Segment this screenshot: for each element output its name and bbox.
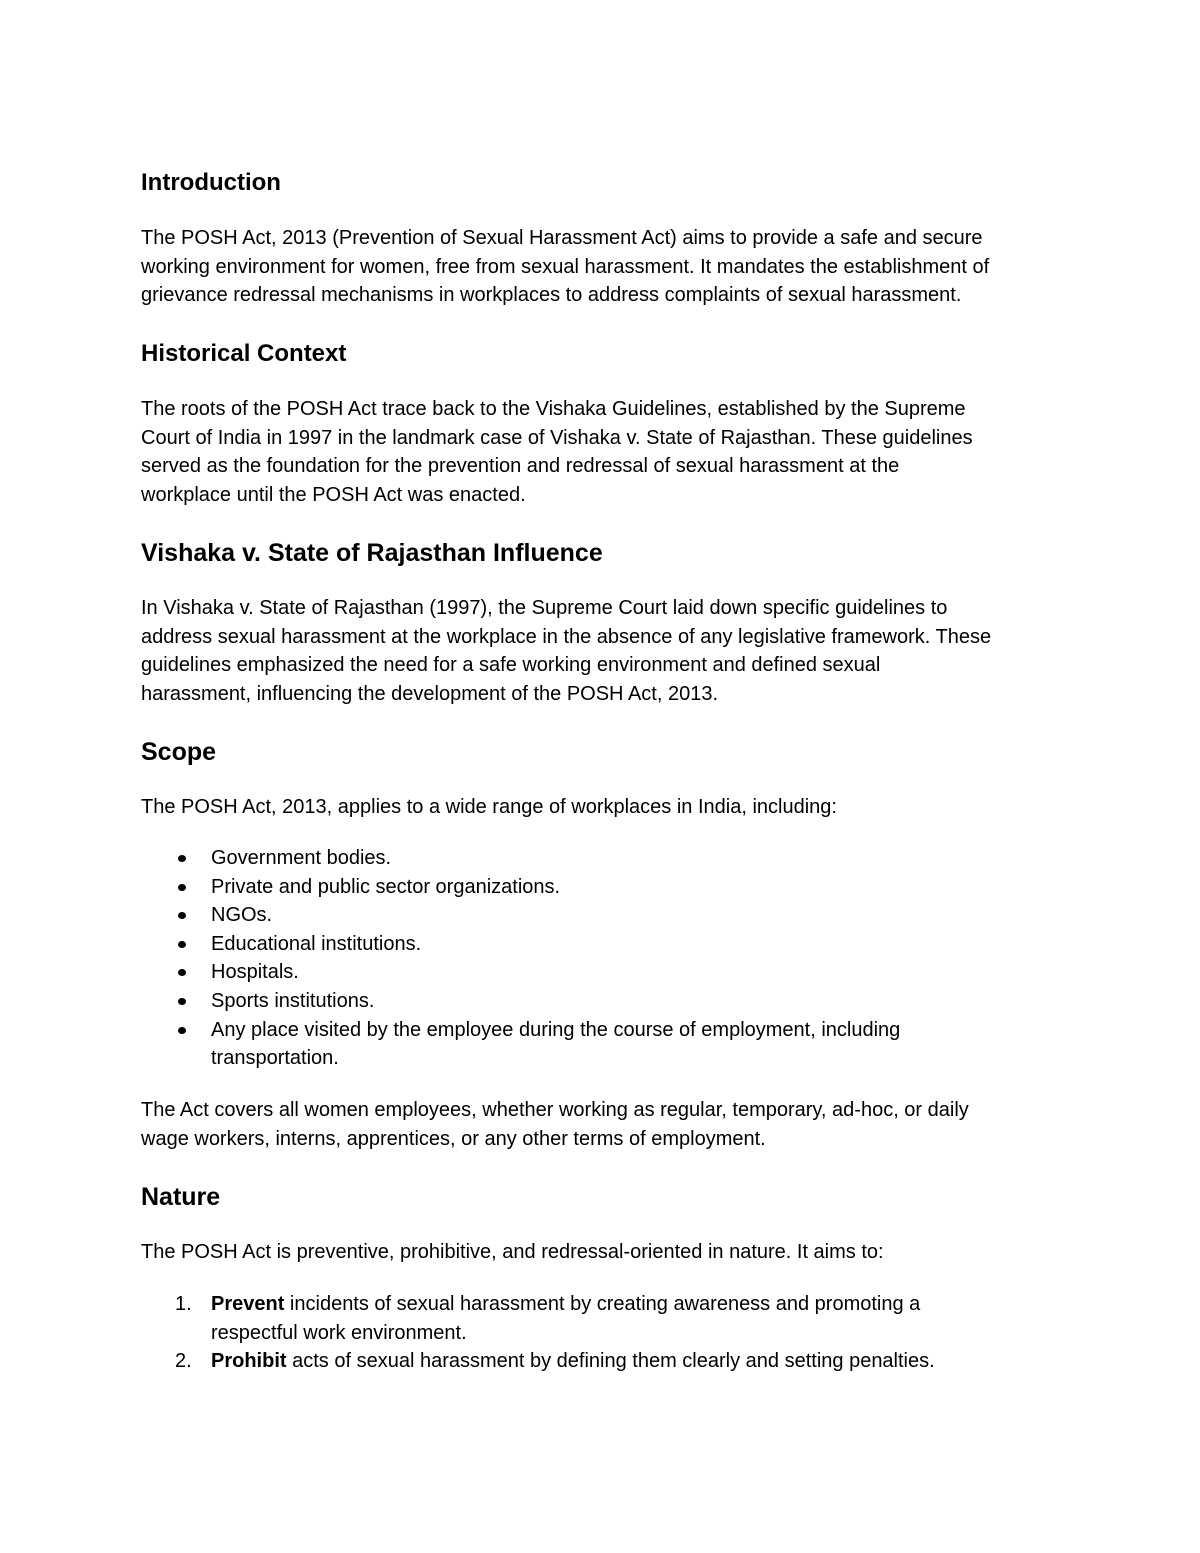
paragraph-line: The POSH Act, 2013 (Prevention of Sexual Harassment Act) aims to provide a safe and secure xyxy=(141,227,983,249)
scope-intro xyxy=(141,793,1071,822)
paragraph-line: working environment for women, free from sexual harassment. It mandates the establishment of xyxy=(141,255,990,278)
vishaka-paragraph xyxy=(141,594,1071,708)
paragraph-line: Court of India in 1997 in the landmark case of Vishaka v. State of Rajasthan. These guidelines xyxy=(141,426,973,449)
paragraph-line: guidelines emphasized the need for a safe working environment and defined sexual xyxy=(141,654,881,677)
nature-section xyxy=(141,1182,1071,1212)
list-item: 1. Prevent incidents of sexual harassment by creating awareness and promoting a respectful work environment. xyxy=(141,1290,1071,1347)
scope-section xyxy=(141,737,1071,767)
historical-heading: Historical Context xyxy=(141,340,347,367)
introduction-paragraph xyxy=(141,224,1071,310)
paragraph-line: grievance redressal mechanisms in workplaces to address complaints of sexual harassment. xyxy=(141,284,962,307)
list-item: NGOs. xyxy=(141,901,1071,930)
introduction-heading: Introduction xyxy=(141,169,281,196)
list-item: Sports institutions. xyxy=(141,987,1071,1016)
nature-intro xyxy=(141,1238,1071,1267)
list-item: Government bodies. xyxy=(141,844,1071,873)
bullet-icon xyxy=(178,941,186,948)
vishaka-heading: Vishaka v. State of Rajasthan Influence xyxy=(141,539,603,567)
historical-section xyxy=(141,339,1071,369)
nature-numbered-list xyxy=(141,1290,1071,1376)
emphasis-text: Prohibit xyxy=(211,1350,287,1373)
paragraph-line: The POSH Act, 2013, applies to a wide range of workplaces in India, including: xyxy=(141,796,837,818)
paragraph-line: The Act covers all women employees, whether working as regular, temporary, ad-hoc, or daily xyxy=(141,1099,969,1121)
list-item: Hospitals. xyxy=(141,958,1071,987)
historical-paragraph xyxy=(141,395,1071,509)
paragraph-line: In Vishaka v. State of Rajasthan (1997), the Supreme Court laid down specific guidelines to xyxy=(141,597,948,619)
bullet-icon xyxy=(178,969,186,976)
bullet-icon xyxy=(178,912,186,919)
bullet-icon xyxy=(178,998,186,1005)
paragraph-line: address sexual harassment at the workplace in the absence of any legislative framework. These xyxy=(141,625,992,648)
paragraph-line: served as the foundation for the prevention and redressal of sexual harassment at the xyxy=(141,455,900,478)
scope-heading: Scope xyxy=(141,738,217,766)
list-number: 1. xyxy=(175,1293,192,1315)
paragraph-line: harassment, influencing the development of the POSH Act, 2013. xyxy=(141,682,719,705)
list-item: Private and public sector organizations. xyxy=(141,873,1071,902)
scope-coverage-paragraph xyxy=(141,1096,1071,1153)
nature-heading: Nature xyxy=(141,1183,221,1211)
emphasis-text: Prevent xyxy=(211,1293,285,1315)
paragraph-line: wage workers, interns, apprentices, or any other terms of employment. xyxy=(141,1127,766,1150)
introduction-section xyxy=(141,168,1071,198)
paragraph-line: workplace until the POSH Act was enacted. xyxy=(141,483,526,506)
paragraph-line: The roots of the POSH Act trace back to the Vishaka Guidelines, established by the Supreme xyxy=(141,398,966,420)
vishaka-section xyxy=(141,538,1071,568)
list-item: Educational institutions. xyxy=(141,930,1071,959)
list-number: 2. xyxy=(175,1350,192,1373)
bullet-icon xyxy=(178,855,186,862)
scope-bullet-list xyxy=(141,844,1071,1073)
list-item: 2. Prohibit acts of sexual harassment by defining them clearly and setting penalties. xyxy=(141,1347,1071,1376)
bullet-icon xyxy=(178,1027,186,1034)
bullet-icon xyxy=(178,884,186,891)
paragraph-line: The POSH Act is preventive, prohibitive, and redressal-oriented in nature. It aims to: xyxy=(141,1241,884,1263)
list-item: Any place visited by the employee during the course of employment, including transportation. xyxy=(141,1016,1071,1073)
